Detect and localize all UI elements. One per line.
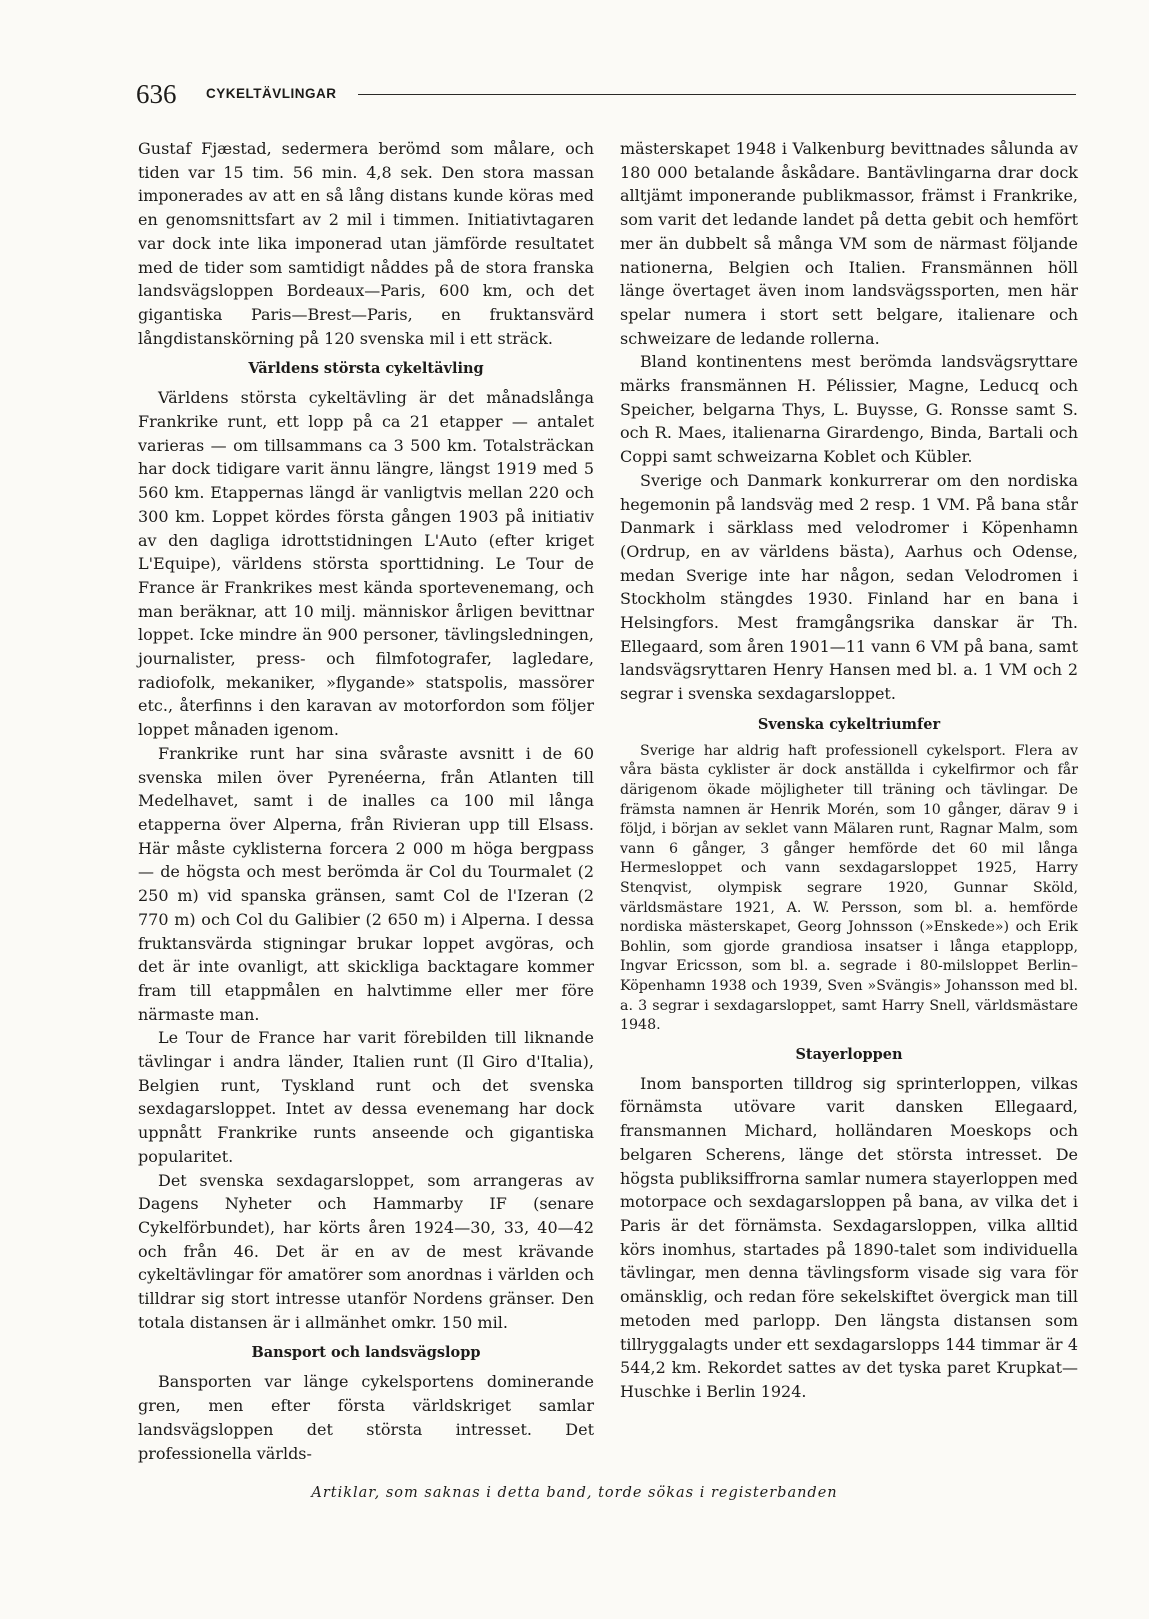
paragraph-largest-1: Världens största cykeltävling är det månadslånga Frankrike runt, ett lopp på ca 21 etapper — antalet varieras — om tillsammans ca 3 500 km. Totalsträckan har dock tidigare varit ännu längre, längst 1919 med 5 560 km. Etappernas längd är vanligtvis mellan 220 och 300 km. Loppet kördes första gången 1903 på initiativ av den dagliga idrottstidningen L'Auto (efter kriget L'Equipe), världens största sporttidning. Le Tour de France är Frankrikes mest kända sportevenemang, och man beräknar, att 10 milj. människor årligen bevittnar loppet. Icke mindre än 900 personer, tävlingsledningen, journalister, press- och filmfotografer, lagledare, radiofolk, mekaniker, »flygande» statspolis, massörer etc., återfinns i den karavan av motorfordon som följer loppet månaden igenom. bbox=[138, 388, 594, 740]
paragraph-track-3: Sverige och Danmark konkurrerar om den nordiska hegemonin på landsväg med 2 resp. 1 VM. På bana står Danmark i särklass med velodromer i Köpenhamn (Ordrup, en av världens bästa), Aarhus och Odense, medan Sverige inte har någon, sedan Velodromen i Stockholm stängdes 1930. Finland har en bana i Helsingfors. Mest framgångsrika danskar är Th. Ellegaard, som åren 1901—11 vann 6 VM på bana, samt landsvägsryttaren Henry Hansen med bl. a. 1 VM och 2 segrar i svenska sexdagarsloppet. bbox=[620, 470, 1078, 704]
paragraph-track-continued: mästerskapet 1948 i Valkenburg bevittnades sålunda av 180 000 betalande åskådare. Bantävlingarna drar dock alltjämt imponerande publikmassor, främst i Frankrike, som varit det ledande landet på detta gebit och hemfört mer än dubbelt så många VM som de närmast följande nationerna, Belgien och Italien. Fransmännen höll länge övertaget även inom landsvägssporten, men här spelar numera i stort sett belgare, italienare och schweizare de ledande rollerna. bbox=[620, 139, 1078, 348]
paragraph-largest-4: Det svenska sexdagarsloppet, som arrangeras av Dagens Nyheter och Hammarby IF (senare Cykelförbundet), har körts åren 1924—30, 33, 40—42 och från 46. Det är en av de mest krävande cykeltävlingar för amatörer som anordnas i världen och tilldrar sig stort intresse utanför Nordens gränser. Den totala distansen är i allmänhet omkr. 150 mil. bbox=[138, 1170, 594, 1332]
paragraph-largest-3: Le Tour de France har varit förebilden till liknande tävlingar i andra länder, Italien runt (Il Giro d'Italia), Belgien runt, Tyskland runt och det svenska sexdagarsloppet. Intet av dessa evenemang har dock uppnått Frankrike runts anseende och gigantiska popularitet. bbox=[138, 1028, 594, 1166]
page-header bbox=[136, 78, 1076, 110]
running-title: CYKELTÄVLINGAR bbox=[206, 86, 337, 101]
paragraph-track-2: Bland kontinentens mest berömda landsvägsryttare märks fransmännen H. Pélissier, Magne, Leducq och Speicher, belgarna Thys, L. Buysse, G. Ronsse samt S. och R. Maes, italienarna Girardengo, Binda, Bartali och Coppi samt schweizarna Koblet och Kübler. bbox=[620, 352, 1078, 467]
paragraph-intro: Gustaf Fjæstad, sedermera berömd som målare, och tiden var 15 tim. 56 min. 4,8 sek. Den stora massan imponerades av att en så lång distans kunde köras med en genomsnittsfart av 2 mil i timmen. Initiativtagaren var dock inte lika imponerad utan jämförde resultatet med de tider som samtidigt nåddes på de stora franska landsvägsloppen Bordeaux—Paris, 600 km, och det gigantiska Paris—Brest—Paris, en fruktansvärd långdistanskörning på 120 svenska mil i ett sträck. bbox=[138, 139, 594, 348]
page-footer-note: Artiklar, som saknas i detta band, torde sökas i registerbanden bbox=[311, 1485, 838, 1501]
right-column bbox=[620, 137, 1078, 1404]
paragraph-largest-2: Frankrike runt har sina svåraste avsnitt i de 60 svenska milen över Pyrenéerna, från Atlanten till Medelhavet, samt i de inalles ca 100 mil långa etapperna över Alperna, från Rivieran upp till Elsass. Här måste cyklisterna forcera 2 000 m höga bergpass — de högsta och mest berömda är Col du Tourmalet (2 250 m) vid spanska gränsen, samt Col de l'Izeran (2 770 m) och Col du Galibier (2 650 m) i Alperna. I dessa fruktansvärda stigningar brukar loppet avgöras, och det är inte ovanligt, att skickliga backtagare kommer fram till etappmålen en halvtimme eller mer före närmaste man. bbox=[138, 743, 594, 1024]
paragraph-stayer: Inom bansporten tilldrog sig sprinterloppen, vilkas förnämsta utövare varit dansken Ellegaard, fransmannen Michard, holländaren Moeskops och belgaren Scherens, länge det största intresset. De högsta publiksiffrorna samlar numera stayerloppen med motorpace och sexdagarsloppen på bana, av vilka det i Paris är det förnämsta. Sexdagarsloppen, vilka alltid körs inomhus, startades på 1890-talet som individuella tävlingar, men denna tävlingsform visade sig vara för omänsklig, och redan före sekelskiftet övergick man till metoden med parlopp. Den längsta distansen som tillryggalagts under ett sexdagarslopps 144 timmar är 4 544,2 km. Rekordet sattes av det tyska paret Krupkat—Huschke i Berlin 1924. bbox=[620, 1073, 1078, 1401]
paragraph-swedish: Sverige har aldrig haft professionell cykelsport. Flera av våra bästa cyklister är dock anställda i cykelfirmor och får därigenom ökade möjligheter till träning och tävlingar. De främsta namnen är Henrik Morén, som 10 gånger, därav 9 i följd, i början av seklet vann Mälaren runt, Ragnar Malm, som vann 6 gånger, 3 gånger hemförde det 60 mil långa Hermesloppet och vann sexdagarsloppet 1925, Harry Stenqvist, olympisk segrare 1920, Gunnar Sköld, världsmästare 1921, A. W. Persson, som bl. a. hemförde nordiska mästerskapet, Georg Johnsson (»Enskede») och Erik Bohlin, som gjorde grandiosa insatser i långa etapplopp, Ingvar Ericsson, som bl. a. segrade i 80-milsloppet Berlin–Köpenhamn 1938 och 1939, Sven »Svängis» Johansson med bl. a. 3 segrar i sexdagarsloppet, samt Harry Snell, världsmästare 1948. bbox=[620, 742, 1078, 1034]
header-rule bbox=[358, 94, 1076, 95]
left-column bbox=[138, 137, 594, 1465]
paragraph-track-1: Bansporten var länge cykelsportens dominerande gren, men efter första världskriget samlar landsvägsloppen det största intresset. Det professionella världs- bbox=[138, 1372, 594, 1463]
section-heading-largest-race: Världens största cykeltävling bbox=[248, 360, 484, 378]
section-heading-stayer: Stayerloppen bbox=[795, 1045, 903, 1063]
section-heading-track-road: Bansport och landsvägslopp bbox=[251, 1344, 481, 1362]
section-heading-swedish-triumphs: Svenska cykeltriumfer bbox=[757, 715, 941, 733]
page-number: 636 bbox=[136, 79, 177, 109]
